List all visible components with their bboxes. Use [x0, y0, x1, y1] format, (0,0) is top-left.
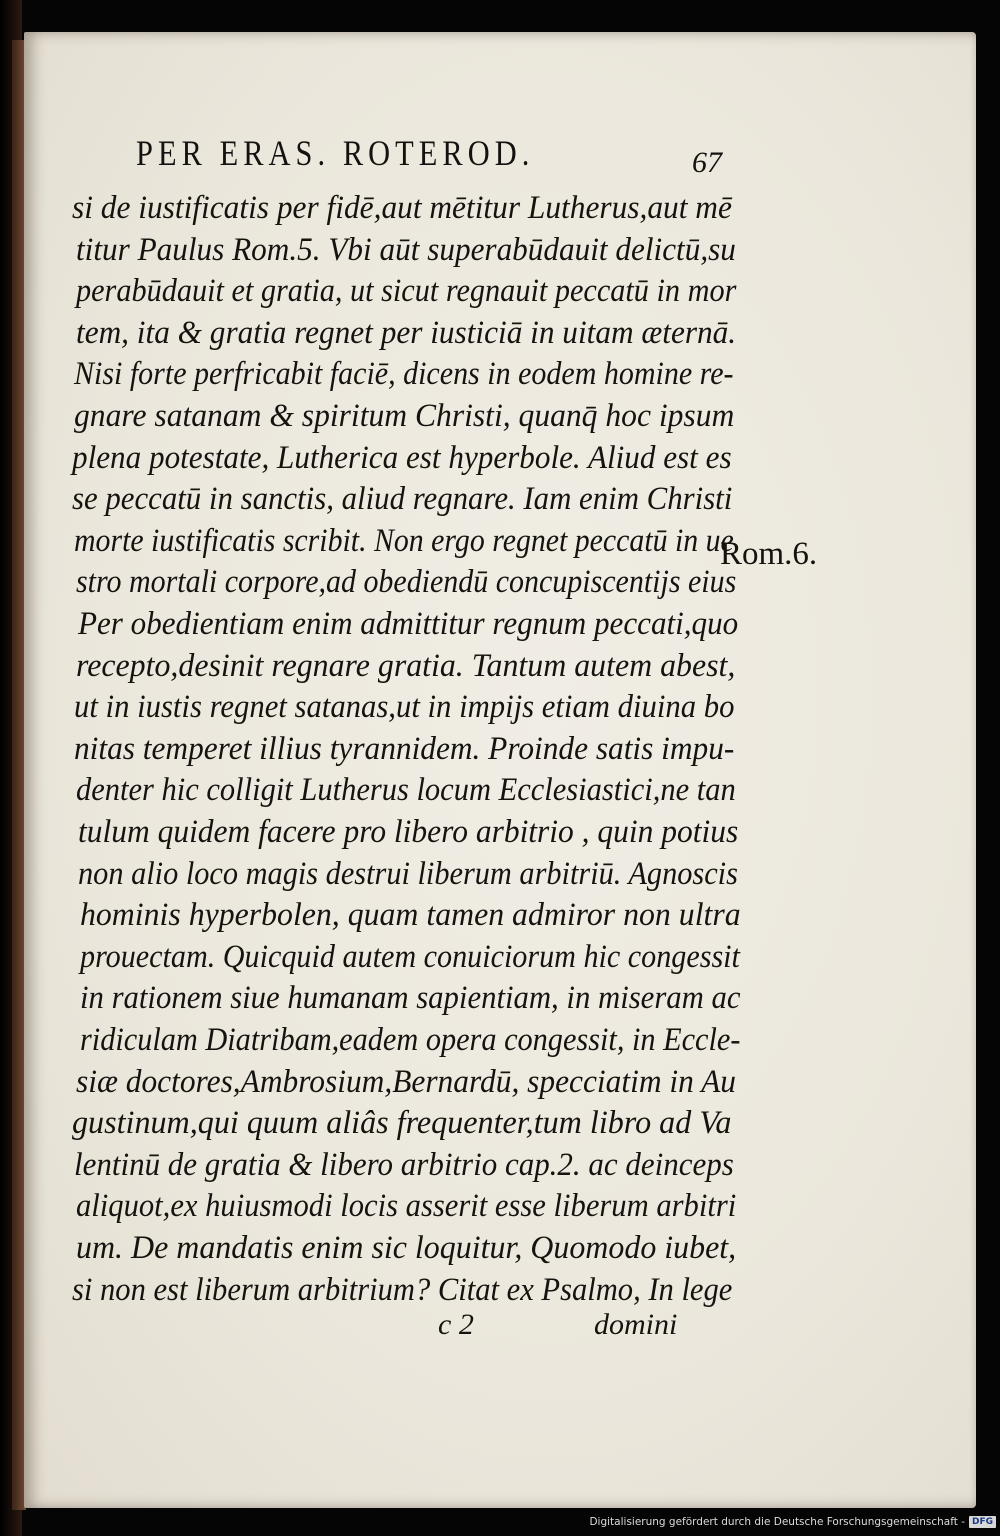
credit-text: Digitalisierung gefördert durch die Deutsche Forschungsgemeinschaft - — [589, 1516, 965, 1528]
body-text-line: lentinū de gratia & libero arbitrio cap.2. ac deinceps — [74, 1146, 734, 1183]
body-text-line: aliquot,ex huiusmodi locis asserit esse liberum arbitri — [76, 1188, 737, 1225]
dfg-logo: DFG — [969, 1516, 996, 1528]
running-head: PER ERAS. ROTEROD. — [136, 133, 535, 173]
body-text-line: hominis hyperbolen, quam tamen admiror non ultra — [80, 897, 741, 934]
body-text-line: morte iustificatis scribit. Non ergo regnet peccatū in ue — [74, 522, 734, 559]
body-text-line: siæ doctores,Ambrosium,Bernardū, specciatim in Au — [76, 1063, 736, 1100]
body-text-line: si de iustificatis per fidē,aut mētitur Lutherus,aut mē — [72, 190, 732, 226]
body-text-line: titur Paulus Rom.5. Vbi aūt superabūdauit delictū,su — [76, 231, 736, 268]
catchword: domini — [594, 1308, 678, 1341]
body-text-line: nitas temperet illius tyrannidem. Proinde satis impu- — [74, 730, 735, 767]
body-text-line: Nisi forte perfricabit faciē, dicens in eodem homine re- — [74, 356, 734, 393]
body-text-line: gustinum,qui quum aliâs frequenter,tum libro ad Va — [72, 1105, 732, 1142]
body-text-line: prouectam. Quicquid autem conuiciorum hic congessit — [80, 938, 740, 975]
body-text-line: si non est liberum arbitrium? Citat ex Psalmo, In lege — [72, 1271, 733, 1308]
body-text-line: non alio loco magis destrui liberum arbitriū. Agnoscis — [78, 855, 738, 892]
body-text-line: recepto,desinit regnare gratia. Tantum autem abest, — [76, 647, 736, 684]
body-text-line: se peccatū in sanctis, aliud regnare. Iam enim Christi — [72, 481, 733, 518]
body-text-line: denter hic colligit Lutherus locum Ecclesiastici,ne tan — [76, 772, 736, 809]
body-text-line: ridiculam Diatribam,eadem opera congessit, in Eccle- — [80, 1022, 741, 1058]
signature-mark: c 2 — [438, 1308, 474, 1341]
body-text-line: um. De mandatis enim sic loquitur, Quomodo iubet, — [76, 1230, 737, 1266]
body-text-line: in rationem siue humanam sapientiam, in miseram ac — [80, 980, 741, 1017]
body-text-line: ut in iustis regnet satanas,ut in impijs etiam diuina bo — [74, 689, 735, 726]
body-text-line: perabūdauit et gratia, ut sicut regnauit peccatū in mor — [76, 273, 737, 310]
body-text-line: stro mortali corpore,ad obediendū concupiscentijs eius — [76, 564, 737, 601]
book-page — [24, 32, 976, 1508]
digitization-credit — [589, 1514, 996, 1530]
body-text-line: tulum quidem facere pro libero arbitrio , quin potius — [78, 814, 739, 850]
body-text-line: plena potestate, Lutherica est hyperbole. Aliud est es — [72, 439, 732, 476]
body-text-line: gnare satanam & spiritum Christi, quanq̄ hoc ipsum — [74, 398, 735, 434]
body-text-line: Per obedientiam enim admittitur regnum peccati,quo — [78, 606, 739, 642]
folio-number: 67 — [692, 146, 722, 179]
body-text-line: tem, ita & gratia regnet per iusticiā in uitam æternā. — [76, 314, 737, 351]
marginal-note: Rom.6. — [720, 536, 818, 572]
